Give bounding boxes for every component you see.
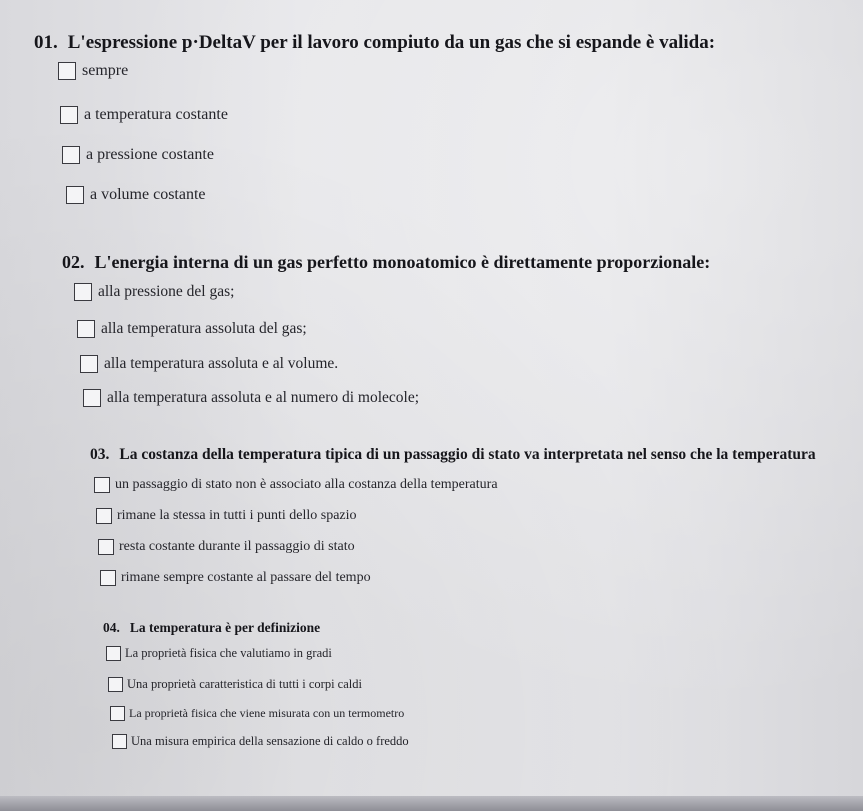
- screen-bottom-edge: [0, 796, 863, 811]
- checkbox[interactable]: [100, 570, 116, 586]
- question-1-option-2[interactable]: [60, 106, 228, 124]
- question-1-option-3[interactable]: [62, 146, 214, 164]
- question-4-option-4[interactable]: [112, 734, 409, 749]
- option-label: alla temperatura assoluta e al numero di molecole;: [107, 389, 420, 406]
- option-label: Una misura empirica della sensazione di caldo o freddo: [131, 734, 409, 748]
- question-3-option-2[interactable]: [96, 508, 357, 524]
- question-2-text: L'energia interna di un gas perfetto monoatomico è direttamente proporzionale:: [94, 252, 711, 272]
- question-4-text: La temperatura è per definizione: [129, 620, 321, 635]
- question-2-option-4[interactable]: [83, 389, 419, 407]
- option-label: a pressione costante: [86, 146, 214, 163]
- question-2-option-2[interactable]: [77, 320, 307, 338]
- question-2-option-3[interactable]: [80, 355, 338, 373]
- checkbox[interactable]: [106, 646, 121, 661]
- question-1-number: 01.: [34, 32, 58, 53]
- checkbox[interactable]: [77, 320, 95, 338]
- question-3-text: La costanza della temperatura tipica di un passaggio di stato va interpretata nel senso che la temperatura: [119, 446, 816, 463]
- checkbox[interactable]: [60, 106, 78, 124]
- option-label: sempre: [82, 62, 129, 79]
- checkbox[interactable]: [58, 62, 76, 80]
- checkbox[interactable]: [66, 186, 84, 204]
- checkbox[interactable]: [112, 734, 127, 749]
- question-1-option-4[interactable]: [66, 186, 206, 204]
- option-label: un passaggio di stato non è associato alla costanza della temperatura: [115, 477, 498, 492]
- checkbox[interactable]: [62, 146, 80, 164]
- question-1-title: [34, 32, 715, 54]
- question-3-option-4[interactable]: [100, 570, 371, 586]
- option-label: Una proprietà caratteristica di tutti i corpi caldi: [127, 677, 362, 691]
- question-4-option-2[interactable]: [108, 677, 362, 692]
- option-label: a volume costante: [90, 186, 206, 203]
- question-3-title: [90, 446, 816, 464]
- option-label: alla pressione del gas;: [98, 283, 235, 300]
- checkbox[interactable]: [94, 477, 110, 493]
- question-3-option-1[interactable]: [94, 477, 498, 493]
- question-4-option-3[interactable]: [110, 706, 404, 721]
- checkbox[interactable]: [98, 539, 114, 555]
- option-label: rimane la stessa in tutti i punti dello spazio: [117, 508, 357, 523]
- question-1-option-1[interactable]: [58, 62, 128, 80]
- question-4-option-1[interactable]: [106, 646, 332, 661]
- question-4-title: [103, 620, 320, 636]
- checkbox[interactable]: [96, 508, 112, 524]
- option-label: alla temperatura assoluta e al volume.: [104, 355, 339, 372]
- question-3-number: 03.: [90, 446, 110, 463]
- option-label: alla temperatura assoluta del gas;: [101, 320, 307, 337]
- checkbox[interactable]: [108, 677, 123, 692]
- option-label: rimane sempre costante al passare del tempo: [121, 570, 371, 585]
- checkbox[interactable]: [83, 389, 101, 407]
- option-label: La proprietà fisica che valutiamo in gradi: [125, 646, 332, 660]
- question-2-title: [62, 252, 710, 273]
- option-label: La proprietà fisica che viene misurata con un termometro: [129, 706, 405, 720]
- question-1-text: L'espressione p·DeltaV per il lavoro compiuto da un gas che si espande è valida:: [67, 32, 716, 53]
- checkbox[interactable]: [110, 706, 125, 721]
- option-label: resta costante durante il passaggio di stato: [119, 539, 355, 554]
- option-label: a temperatura costante: [84, 106, 228, 123]
- checkbox[interactable]: [80, 355, 98, 373]
- checkbox[interactable]: [74, 283, 92, 301]
- question-3-option-3[interactable]: [98, 539, 355, 555]
- question-4-number: 04.: [103, 620, 120, 635]
- question-2-number: 02.: [62, 252, 85, 272]
- question-2-option-1[interactable]: [74, 283, 234, 301]
